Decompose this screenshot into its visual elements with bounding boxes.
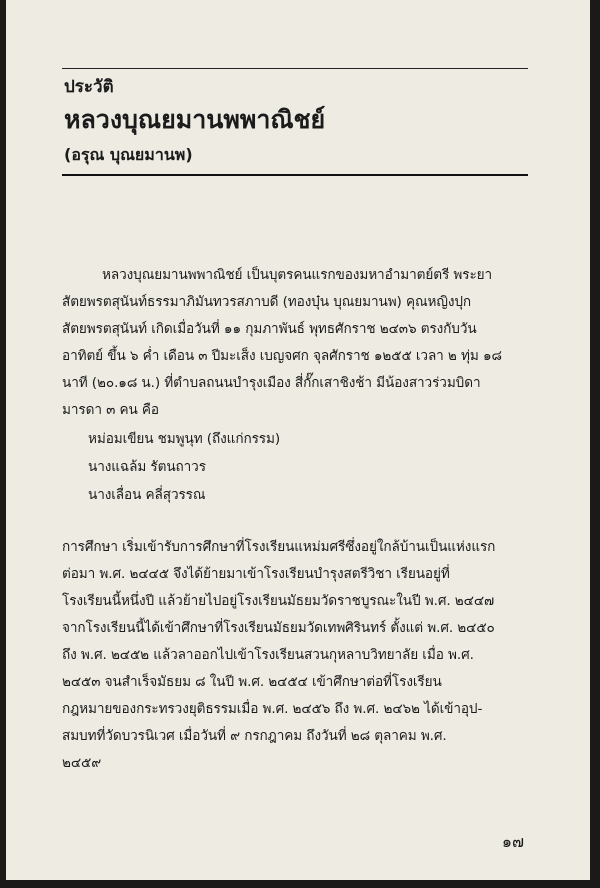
page-subtitle: (อรุณ บุณยมานพ) — [64, 145, 193, 164]
intro-line: มารดา ๓ คน คือ — [62, 402, 159, 418]
education-line: จากโรงเรียนนี้ได้เข้าศึกษาที่โรงเรียนมัธยมวัดเทพศิรินทร์ ตั้งแต่ พ.ศ. ๒๔๕๐ — [62, 620, 495, 636]
intro-line: สัตยพรตสุนันท์ เกิดเมื่อวันที่ ๑๑ กุมภาพันธ์ พุทธศักราช ๒๔๓๖ ตรงกับวัน — [62, 321, 477, 337]
education-line: ๒๔๕๓ จนสำเร็จมัธยม ๘ ในปี พ.ศ. ๒๔๕๔ เข้าศึกษาต่อที่โรงเรียน — [62, 674, 442, 690]
top-rule — [62, 68, 528, 69]
education-line: การศึกษา เริ่มเข้ารับการศึกษาที่โรงเรียนแหม่มศรีซึ่งอยู่ใกล้บ้านเป็นแห่งแรก — [62, 539, 496, 555]
page-number: ๑๗ — [501, 832, 524, 851]
section-label: ประวัติ — [64, 77, 114, 97]
sibling-item: นางแฉล้ม รัตนถาวร — [88, 459, 206, 475]
intro-line: หลวงบุณยมานพพาณิชย์ เป็นบุตรคนแรกของมหาอำมาตย์ตรี พระยา — [102, 267, 493, 283]
intro-line: นาที (๒๐.๑๘ น.) ที่ตำบลถนนบำรุงเมือง สี่กั๊กเสาชิงช้า มีน้องสาวร่วมบิดา — [62, 375, 481, 391]
education-line: กฎหมายของกระทรวงยุติธรรมเมื่อ พ.ศ. ๒๔๕๖ ถึง พ.ศ. ๒๔๖๒ ได้เข้าอุป- — [62, 701, 483, 717]
education-line: สมบทที่วัดบวรนิเวศ เมื่อวันที่ ๙ กรกฎาคม ถึงวันที่ ๒๘ ตุลาคม พ.ศ. — [62, 728, 447, 744]
education-line: ๒๔๕๙ — [62, 755, 102, 771]
education-line: โรงเรียนนี้หนึ่งปี แล้วย้ายไปอยู่โรงเรียนมัธยมวัดราชบูรณะในปี พ.ศ. ๒๔๔๗ — [62, 593, 495, 609]
intro-line: สัตยพรตสุนันท์ธรรมาภิมันทวรสภาบดี (ทองบุ๋น บุณยมานพ) คุณหญิงปุก — [62, 294, 472, 310]
education-line: ถึง พ.ศ. ๒๔๕๒ แล้วลาออกไปเข้าโรงเรียนสวนกุหลาบวิทยาลัย เมื่อ พ.ศ. — [62, 647, 474, 663]
sibling-item: นางเลื่อน คลี่สุวรรณ — [88, 487, 206, 503]
title-rule — [62, 174, 528, 176]
sibling-item: หม่อมเขียน ชมพูนุท (ถึงแก่กรรม) — [88, 431, 281, 447]
document-page — [6, 0, 590, 880]
page-title: หลวงบุณยมานพพาณิชย์ — [64, 105, 326, 134]
intro-line: อาทิตย์ ขึ้น ๖ ค่ำ เดือน ๓ ปีมะเส็ง เบญจศก จุลศักราช ๑๒๕๕ เวลา ๒ ทุ่ม ๑๘ — [62, 348, 502, 364]
education-line: ต่อมา พ.ศ. ๒๔๔๕ จึงได้ย้ายมาเข้าโรงเรียนบำรุงสตรีวิชา เรียนอยู่ที่ — [62, 566, 450, 582]
